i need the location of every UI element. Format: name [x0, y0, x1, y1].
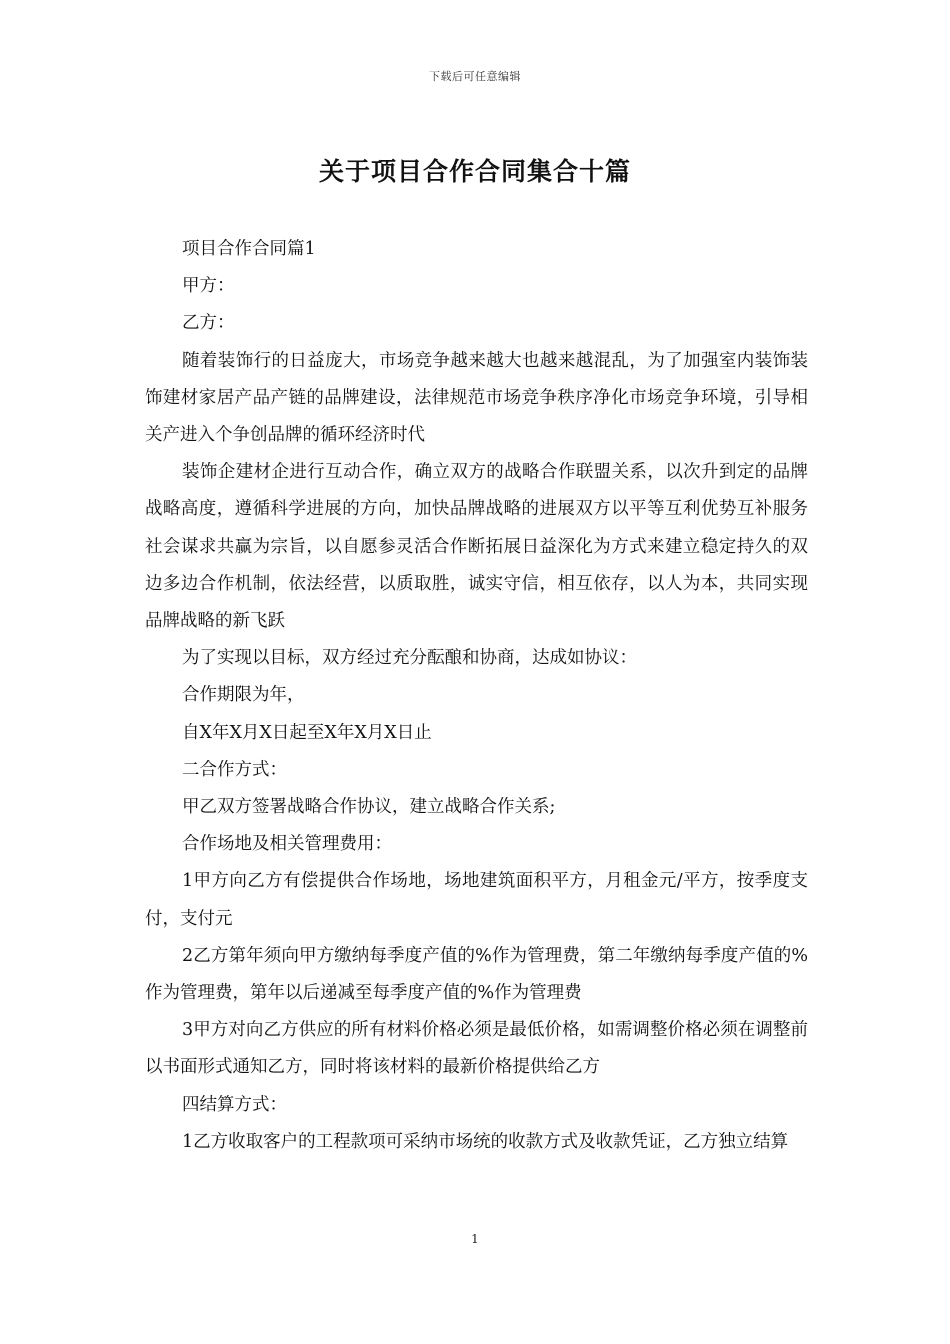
paragraph-cooperation-method-heading: 二合作方式：	[182, 759, 287, 780]
paragraph-settlement-1: 1乙方收取客户的工程款项可采纳市场统的收款方式及收款凭证，乙方独立结算	[182, 1131, 789, 1152]
paragraph-background: 随着装饰行的日益庞大，市场竞争越来越大也越来越混乱，为了加强室内装饰装饰建材家居产品产链的品牌建设，法律规范市场竞争秩序净化市场竞争环境，引导相关产进入个争创品牌的循环经济时代	[145, 350, 808, 446]
paragraph-term: 合作期限为年，	[182, 685, 305, 706]
paragraph-venue-fee-3: 3甲方对向乙方供应的所有材料价格必须是最低价格，如需调整价格必须在调整前以书面形式通知乙方，同时将该材料的最新价格提供给乙方	[145, 1020, 808, 1078]
paragraph-term-dates: 自X年X月X日起至X年X月X日止	[182, 722, 432, 743]
paragraph-party-b: 乙方：	[182, 313, 235, 334]
page-number: 1	[471, 1232, 479, 1246]
paragraph-agreement-intro: 为了实现以目标，双方经过充分酝酿和协商，达成如协议：	[182, 648, 637, 669]
document-title: 关于项目合作合同集合十篇	[318, 157, 631, 186]
header-note: 下载后可任意编辑	[429, 70, 521, 83]
document-body	[145, 231, 808, 1161]
paragraph-settlement-heading: 四结算方式：	[182, 1094, 287, 1115]
paragraph-venue-fees-heading: 合作场地及相关管理费用：	[182, 834, 392, 855]
paragraph-cooperation-purpose: 装饰企建材企进行互动合作，确立双方的战略合作联盟关系，以次升到定的品牌战略高度，遵循科学进展的方向，加快品牌战略的进展双方以平等互利优势互补服务社会谋求共赢为宗旨，以自愿参灵活合作断拓展日益深化为方式来建立稳定持久的双边多边合作机制，依法经营，以质取胜，诚实守信，相互依存，以人为本，共同实现品牌战略的新飞跃	[145, 462, 808, 632]
paragraph-venue-fee-1: 1甲方向乙方有偿提供合作场地，场地建筑面积平方，月租金元/平方，按季度支付，支付元	[145, 871, 808, 929]
paragraph-cooperation-method: 甲乙双方签署战略合作协议，建立战略合作关系;	[182, 797, 556, 818]
paragraph-section-heading: 项目合作合同篇1	[182, 239, 316, 259]
paragraph-party-a: 甲方：	[182, 276, 235, 297]
paragraph-venue-fee-2: 2乙方第年须向甲方缴纳每季度产值的%作为管理费，第二年缴纳每季度产值的%作为管理费，第年以后递减至每季度产值的%作为管理费	[145, 945, 808, 1004]
